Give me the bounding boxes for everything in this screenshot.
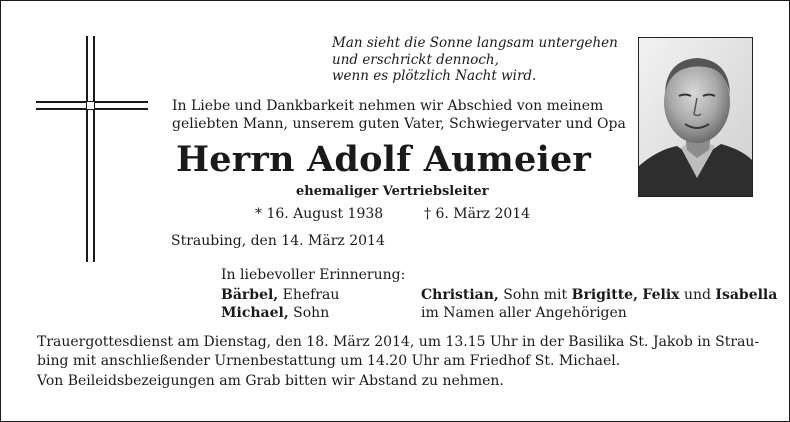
deceased-role: ehemaliger Vertriebsleiter bbox=[296, 184, 489, 199]
cross-icon bbox=[36, 36, 148, 262]
mourner-name: Felix bbox=[642, 287, 680, 303]
service-info bbox=[37, 333, 759, 371]
motto-line: und erschrickt dennoch, bbox=[332, 51, 499, 68]
death-date: † 6. März 2014 bbox=[424, 206, 531, 222]
motto-line: Man sieht die Sonne langsam untergehen bbox=[332, 35, 618, 51]
motto-quote bbox=[332, 35, 618, 85]
mourner-relation: Ehefrau bbox=[278, 287, 340, 303]
mourner-name: Michael, bbox=[221, 305, 289, 321]
mourner-entry bbox=[221, 304, 329, 322]
intro-line: In Liebe und Dankbarkeit nehmen wir Abschied von meinem bbox=[172, 98, 604, 114]
intro-text bbox=[172, 97, 626, 133]
intro-line: geliebten Mann, unserem guten Vater, Schwiegervater und Opa bbox=[172, 116, 626, 132]
deceased-name: Herrn Adolf Aumeier bbox=[176, 139, 592, 180]
service-line: Trauergottesdienst am Dienstag, den 18. März 2014, um 13.15 Uhr in der Basilika St. Jakob in Strau- bbox=[37, 334, 760, 350]
mourners-heading: In liebevoller Erinnerung: bbox=[221, 267, 406, 283]
motto-line: wenn es plötzlich Nacht wird. bbox=[332, 68, 537, 84]
place-date: Straubing, den 14. März 2014 bbox=[171, 233, 385, 249]
mourner-entry bbox=[221, 286, 339, 304]
condolences-note: Von Beileidsbezeigungen am Grab bitten wir Abstand zu nehmen. bbox=[37, 373, 504, 389]
mourner-name: Isabella bbox=[715, 287, 778, 303]
portrait-photo bbox=[638, 37, 753, 197]
birth-date: * 16. August 1938 bbox=[255, 206, 384, 222]
mourner-name: Brigitte, bbox=[571, 287, 638, 303]
mourner-separator: und bbox=[679, 287, 716, 303]
portrait-icon bbox=[639, 38, 753, 197]
mourner-entry bbox=[421, 286, 777, 304]
mourner-name: Christian, bbox=[421, 287, 499, 303]
mourner-relation: Sohn mit bbox=[498, 287, 572, 303]
service-line: bing mit anschließender Urnenbestattung um 14.20 Uhr am Friedhof St. Michael. bbox=[37, 353, 621, 369]
mourner-relation: Sohn bbox=[288, 305, 330, 321]
mourner-name: Bärbel, bbox=[221, 287, 279, 303]
mourner-entry: im Namen aller Angehörigen bbox=[421, 305, 627, 321]
